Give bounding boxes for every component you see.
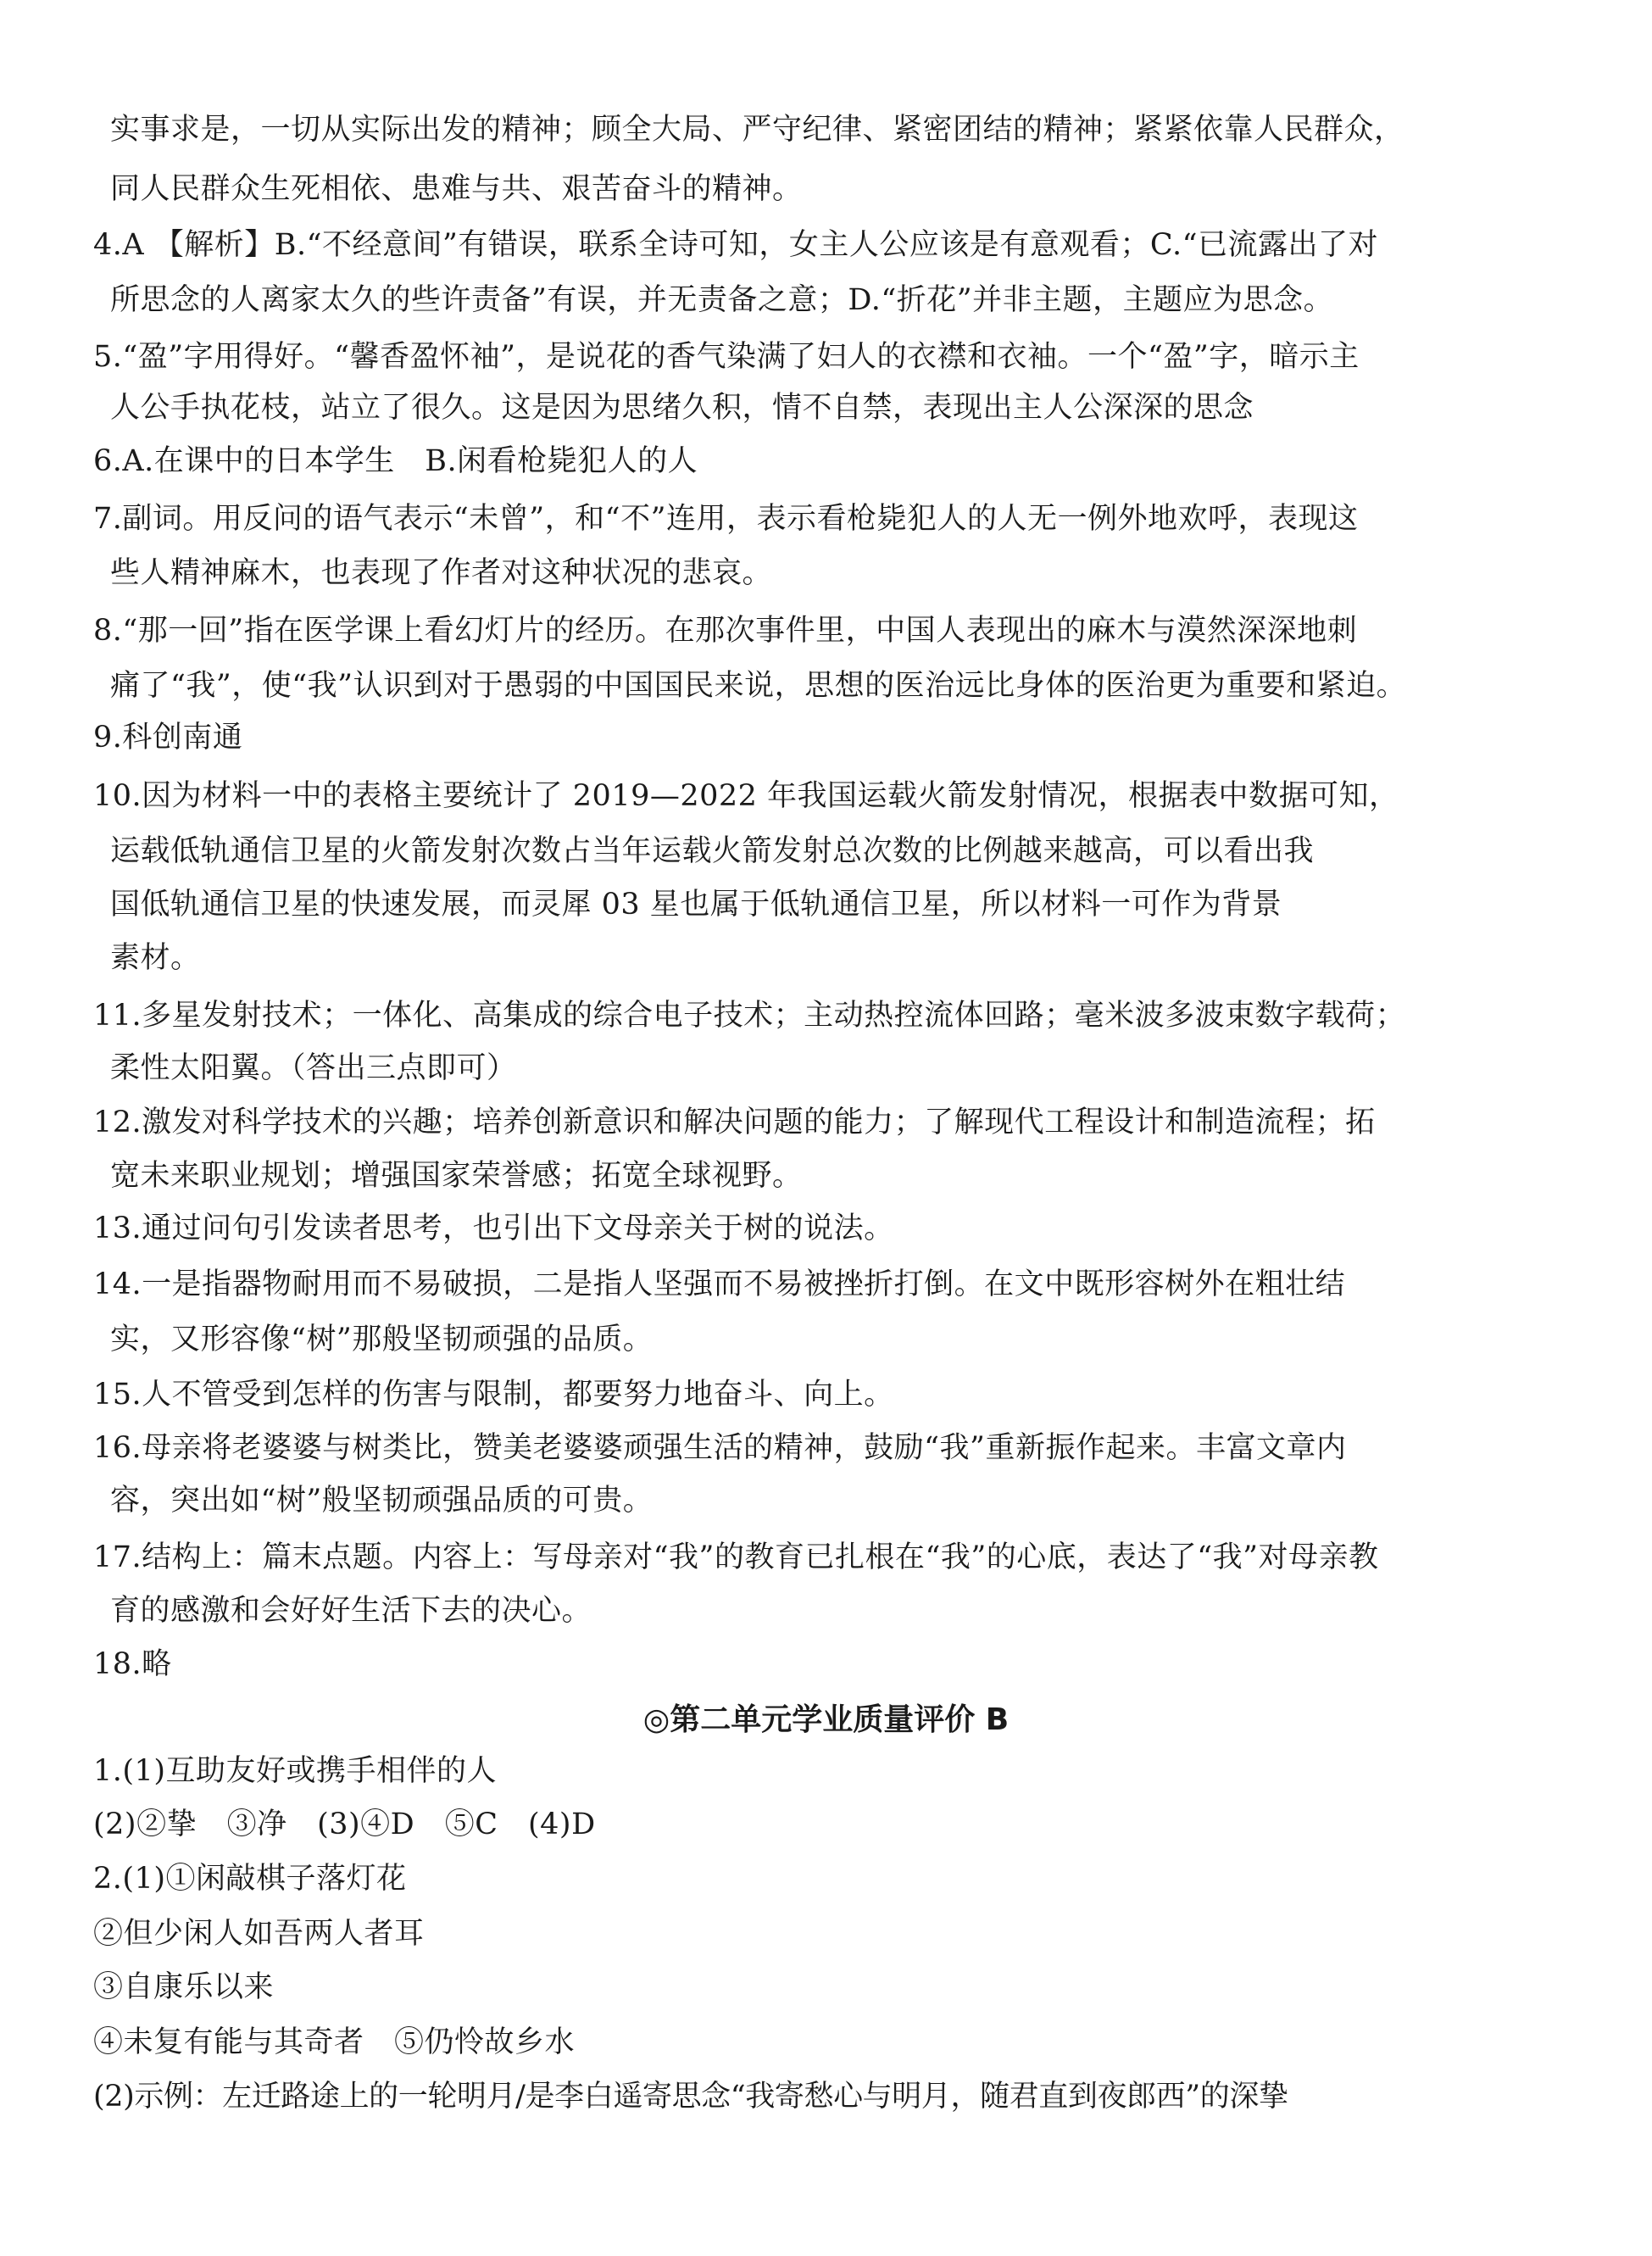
text-line: 实事求是，一切从实际出发的精神；顾全大局、严守纪律、紧密团结的精神；紧紧依靠人民群众， [110, 113, 1404, 147]
text-line: 11.多星发射技术；一体化、高集成的综合电子技术；主动热控流体回路；毫米波多波束数字载荷； [93, 999, 1406, 1033]
text-line: 人公手执花枝，站立了很久。这是因为思绪久积，情不自禁，表现出主人公深深的思念 [110, 391, 1254, 425]
text-line: 13.通过问句引发读者思考，也引出下文母亲关于树的说法。 [93, 1212, 894, 1245]
text-line: ②但少闲人如吾两人者耳 [93, 1917, 425, 1951]
text-line: 5.“盈”字用得好。“馨香盈怀袖”，是说花的香气染满了妇人的衣襟和衣袖。一个“盈”字，暗示主 [93, 340, 1360, 374]
text-line: 容，突出如“树”般坚韧顽强品质的可贵。 [110, 1484, 654, 1518]
text-line: 同人民群众生死相依、患难与共、艰苦奋斗的精神。 [110, 172, 803, 206]
text-line: ③自康乐以来 [93, 1970, 275, 2004]
text-line: 实，又形容像“树”那般坚韧顽强的品质。 [110, 1323, 654, 1356]
text-line: 宽未来职业规划；增强国家荣誉感；拓宽全球视野。 [110, 1159, 803, 1193]
text-line: ④未复有能与其奇者 ⑤仍怜故乡水 [93, 2025, 576, 2059]
text-line: 16.母亲将老婆婆与树类比，赞美老婆婆顽强生活的精神，鼓励“我”重新振作起来。丰富文章内 [93, 1431, 1347, 1465]
text-line: 育的感激和会好好生活下去的决心。 [110, 1594, 592, 1628]
text-line: 柔性太阳翼。（答出三点即可） [110, 1051, 517, 1085]
text-line: 些人精神麻木，也表现了作者对这种状况的悲哀。 [110, 556, 773, 590]
text-line: 所思念的人离家太久的些许责备”有误，并无责备之意；D.“折花”并非主题，主题应为思念。 [110, 283, 1334, 317]
text-line: 痛了“我”，使“我”认识到对于愚弱的中国国民来说，思想的医治远比身体的医治更为重要和紧迫。 [110, 669, 1407, 703]
text-line: 国低轨通信卫星的快速发展，而灵犀 03 星也属于低轨通信卫星，所以材料一可作为背景 [110, 888, 1282, 922]
text-line: 素材。 [110, 941, 201, 975]
text-line: 4.A 【解析】B.“不经意间”有错误，联系全诗可知，女主人公应该是有意观看；C.“已流露出了对 [93, 228, 1378, 262]
text-line: 14.一是指器物耐用而不易破损，二是指人坚强而不易被挫折打倒。在文中既形容树外在粗壮结 [93, 1267, 1346, 1301]
text-line: 15.人不管受到怎样的伤害与限制，都要努力地奋斗、向上。 [93, 1378, 894, 1412]
text-line: (2)示例：左迁路途上的一轮明月/是李白遥寄思念“我寄愁心与明月，随君直到夜郎西”的深挚 [93, 2080, 1288, 2114]
section-title: ◎第二单元学业质量评价 B [642, 1702, 1010, 1737]
text-line: 18.略 [93, 1647, 172, 1681]
text-line: 2.(1)①闲敲棋子落灯花 [93, 1862, 407, 1896]
text-line: 7.副词。用反问的语气表示“未曾”，和“不”连用，表示看枪毙犯人的人无一例外地欢呼，表现这 [93, 502, 1359, 536]
text-line: 17.结构上：篇末点题。内容上：写母亲对“我”的教育已扎根在“我”的心底，表达了“我”对母亲教 [93, 1540, 1379, 1574]
text-line: 运载低轨通信卫星的火箭发射次数占当年运载火箭发射总次数的比例越来越高，可以看出我 [110, 834, 1315, 868]
text-line: 12.激发对科学技术的兴趣；培养创新意识和解决问题的能力；了解现代工程设计和制造流程；拓 [93, 1106, 1376, 1139]
text-line: 8.“那一回”指在医学课上看幻灯片的经历。在那次事件里，中国人表现出的麻木与漠然深深地刺 [93, 614, 1358, 648]
text-line: 6.A.在课中的日本学生 B.闲看枪毙犯人的人 [93, 444, 698, 478]
text-line: (2)②挚 ③净 (3)④D ⑤C (4)D [93, 1808, 596, 1841]
text-line: 9.科创南通 [93, 721, 243, 755]
text-line: 10.因为材料一中的表格主要统计了 2019—2022 年我国运载火箭发射情况，根据表中数据可知， [93, 779, 1399, 813]
text-line: 1.(1)互助友好或携手相伴的人 [93, 1754, 497, 1788]
